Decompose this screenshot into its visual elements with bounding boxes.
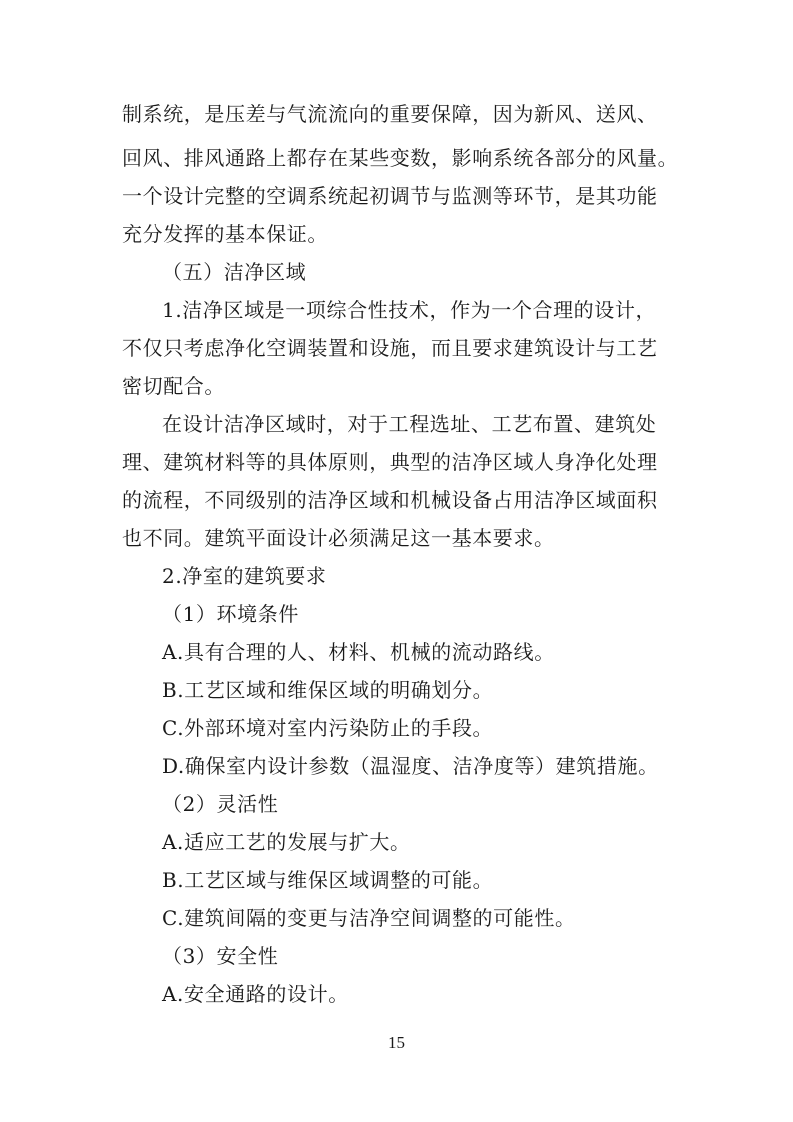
body-text-line: 的流程，不同级别的洁净区域和机械设备占用洁净区域面积 <box>122 488 658 512</box>
list-heading: （2）灵活性 <box>162 792 279 816</box>
section-heading: （五）洁净区域 <box>162 260 307 284</box>
list-item: A.适应工艺的发展与扩大。 <box>162 830 411 854</box>
body-text-line: 不仅只考虑净化空调装置和设施，而且要求建筑设计与工艺 <box>122 336 658 360</box>
body-text-line: 在设计洁净区域时，对于工程选址、工艺布置、建筑处 <box>162 412 657 436</box>
page-number: 15 <box>388 1033 405 1052</box>
list-heading: （3）安全性 <box>162 944 279 968</box>
body-text-line: 制系统，是压差与气流流向的重要保障，因为新风、送风、 <box>122 102 658 126</box>
body-text-line: 理、建筑材料等的具体原则，典型的洁净区域人身净化处理 <box>122 450 658 474</box>
list-item: A.安全通路的设计。 <box>162 982 349 1006</box>
body-text-line: 也不同。建筑平面设计必须满足这一基本要求。 <box>122 526 555 550</box>
body-text-line: 一个设计完整的空调系统起初调节与监测等环节，是其功能 <box>122 184 658 208</box>
body-text-line: 密切配合。 <box>122 374 225 398</box>
body-text-line: 1.洁净区域是一项综合性技术，作为一个合理的设计， <box>162 298 657 322</box>
list-item: B.工艺区域与维保区域调整的可能。 <box>162 868 494 892</box>
list-item: C.外部环境对室内污染防止的手段。 <box>162 716 494 740</box>
list-item: A.具有合理的人、材料、机械的流动路线。 <box>162 640 555 664</box>
subsection-heading: 2.净室的建筑要求 <box>162 564 327 588</box>
body-text-line: 回风、排风通路上都存在某些变数，影响系统各部分的风量。 <box>122 146 679 170</box>
list-item: B.工艺区域和维保区域的明确划分。 <box>162 678 494 702</box>
list-item: C.建筑间隔的变更与洁净空间调整的可能性。 <box>162 906 576 930</box>
list-heading: （1）环境条件 <box>162 602 299 626</box>
list-item: D.确保室内设计参数（温湿度、洁净度等）建筑措施。 <box>162 754 659 778</box>
body-text-line: 充分发挥的基本保证。 <box>122 222 328 246</box>
